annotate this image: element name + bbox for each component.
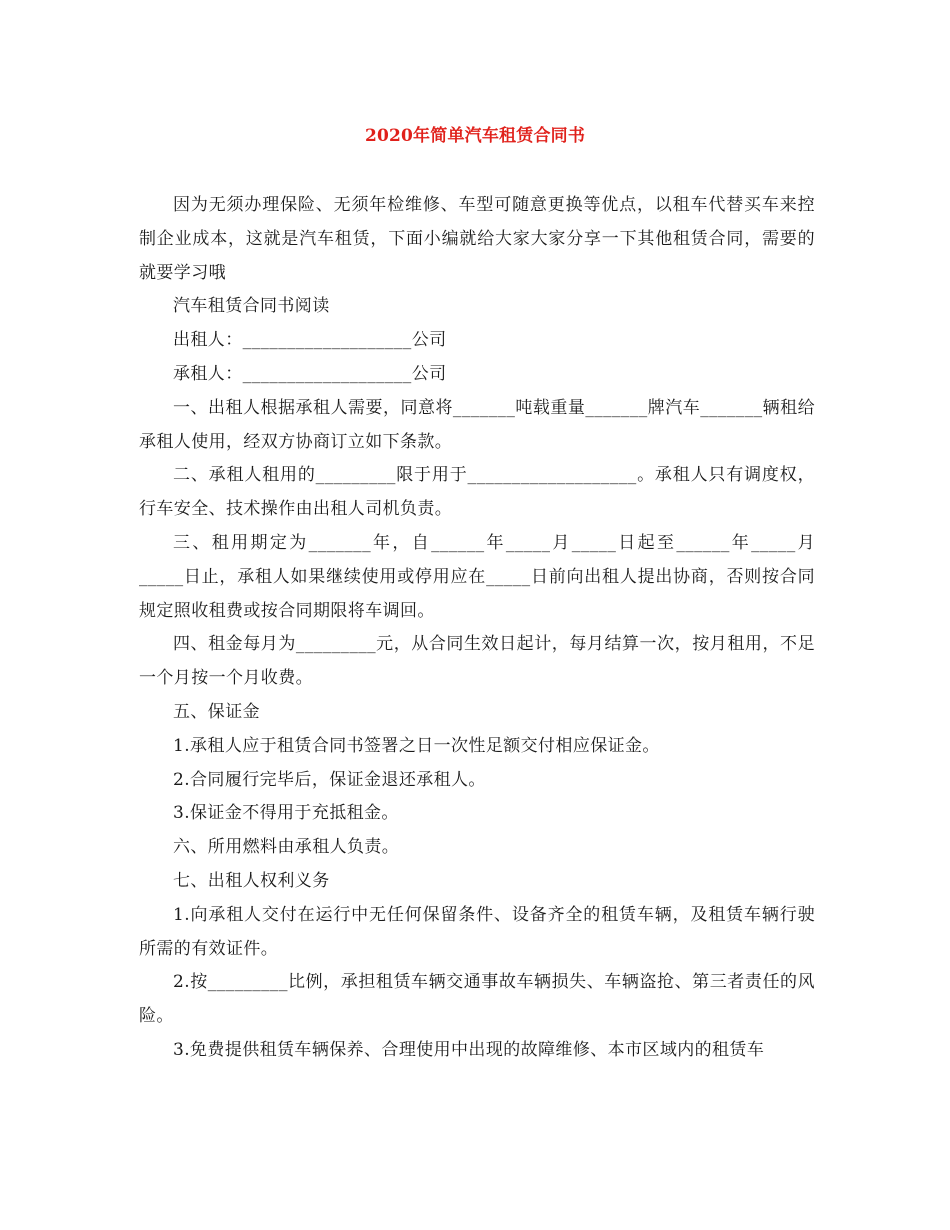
clause-1: 一、出租人根据承租人需要，同意将_______吨载重量_______牌汽车_______辆租给承租人使用，经双方协商订立如下条款。 [139,397,815,452]
clause-7-item-3: 3.免费提供租赁车辆保养、合理使用中出现的故障维修、本市区域内的租赁车 [173,1039,765,1060]
clause-5-item-1: 1.承租人应于租赁合同书签署之日一次性足额交付相应保证金。 [173,735,660,756]
document-body [139,189,815,1068]
clause-7-item-1: 1.向承租人交付在运行中无任何保留条件、设备齐全的租赁车辆，及租赁车辆行驶所需的有效证件。 [139,904,815,959]
clause-5-item-2: 2.合同履行完毕后，保证金退还承租人。 [173,769,486,790]
clause-7-item-2: 2.按_________比例，承担租赁车辆交通事故车辆损失、车辆盗抢、第三者责任的风险。 [139,972,815,1027]
clause-2: 二、承租人租用的_________限于用于___________________。承租人只有调度权，行车安全、技术操作由出租人司机负责。 [139,465,815,520]
paragraph-lessee: 承租人：___________________公司 [173,363,447,384]
clause-3: 三、租用期定为_______年，自______年_____月_____日起至______年_____月_____日止，承租人如果继续使用或停用应在_____日前向出租人提出协商，否则按合同规定照收租费或按合同期限将车调回。 [139,532,815,621]
clause-5: 五、保证金 [173,701,260,722]
clause-5-item-3: 3.保证金不得用于充抵租金。 [173,803,399,824]
paragraph-lessor: 出租人：___________________公司 [173,330,447,351]
document-title: 2020年简单汽车租赁合同书 [364,126,586,146]
clause-6: 六、所用燃料由承租人负责。 [173,837,400,858]
paragraph-intro: 因为无须办理保险、无须年检维修、车型可随意更换等优点，以租车代替买车来控制企业成本，这就是汽车租赁，下面小编就给大家大家分享一下其他租赁合同，需要的就要学习哦 [139,195,815,283]
clause-7: 七、出租人权利义务 [173,870,330,891]
paragraph-heading: 汽车租赁合同书阅读 [173,296,330,317]
clause-4: 四、租金每月为_________元，从合同生效日起计，每月结算一次，按月租用，不足一个月按一个月收费。 [139,634,815,689]
